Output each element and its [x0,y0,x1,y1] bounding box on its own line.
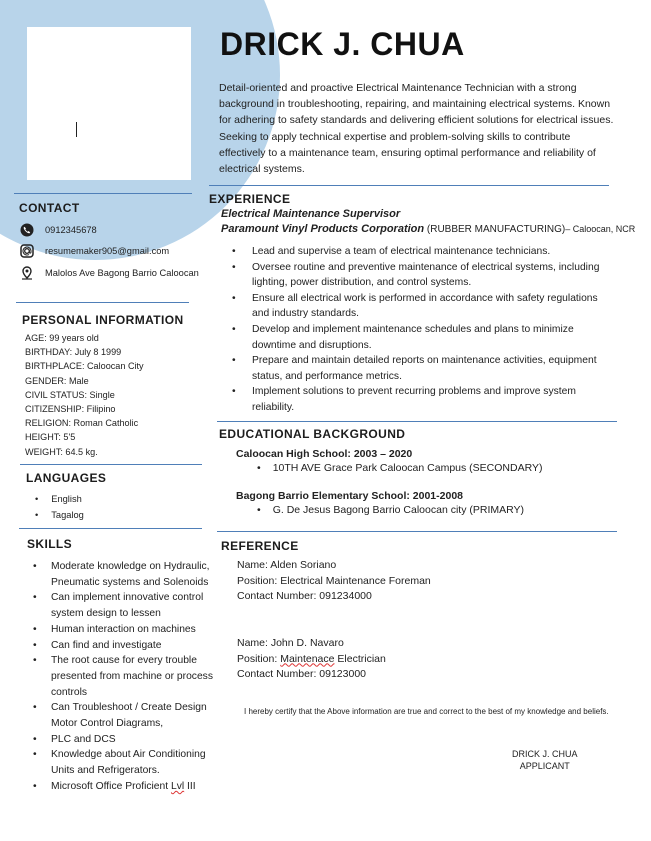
reference-position: Position: Electrical Maintenance Foreman [237,574,431,587]
contact-heading: CONTACT [19,201,80,215]
profile-summary: Detail-oriented and proactive Electrical Maintenance Technician with a strong background in troubleshooting, repairing, and maintaining electrical systems. Known for adhering to safety standards and delivering efficient solutions for electrical issues. Seeking to apply technical expertise and problem-solving skills to contribute effectively to a maintenance team, ensuring optimal performance and reliability of electrical systems. [219,82,614,176]
school-name: Bagong Barrio Elementary School: 2001-2008 [236,490,463,502]
contact-email-text: resumemaker905@gmail.com [45,246,170,256]
education-divider [217,421,617,422]
language-item: • Tagalog [35,508,84,524]
company-line [221,223,635,235]
skill-item: • Can find and investigate [33,638,213,654]
job-title: Electrical Maintenance Supervisor [221,208,401,220]
phone-icon [20,223,34,237]
school-detail: • G. De Jesus Bagong Barrio Caloocan city (PRIMARY) [257,504,524,516]
reference-position-suffix: Electrician [334,652,386,665]
skills-list [33,559,213,795]
skill-item: • Can implement innovative control system design to lessen [33,590,213,621]
company-industry: (RUBBER MANUFACTURING) [424,224,566,235]
reference-position [237,652,477,668]
personal-info-item: WEIGHT: 64.5 kg. [25,446,98,457]
contact-phone-text: 0912345678 [45,225,97,235]
duty-item: • Implement solutions to prevent recurring problems and improve system reliability. [232,384,612,415]
reference-entry [237,558,437,605]
reference-divider [217,531,617,532]
signature-role: APPLICANT [519,761,570,771]
duty-item: • Develop and implement maintenance schedules and plans to minimize downtime and disruptions. [232,322,612,353]
summary-divider [209,185,609,186]
skill-office-level: Lvl [170,780,185,792]
applicant-name: DRICK J. CHUA [220,26,465,62]
personal-divider [16,302,189,303]
education-heading: EDUCATIONAL BACKGROUND [219,427,406,441]
school-detail: • 10TH AVE Grace Park Caloocan Campus (SECONDARY) [257,462,542,474]
language-item: • English [35,492,84,508]
company-name: Paramount Vinyl Products Corporation [221,223,425,235]
languages-heading: LANGUAGES [26,471,107,485]
reference-contact: Contact Number: 09123000 [237,668,366,681]
school-name: Caloocan High School: 2003 – 2020 [236,448,413,460]
duty-item: • Oversee routine and preventive maintenance of electrical systems, including lighting, power distribution, and control systems. [232,260,612,291]
contact-email [20,244,169,258]
signature-name: DRICK J. CHUA [512,749,578,759]
personal-info-item: CITIZENSHIP: Filipino [25,404,116,415]
skill-item: • PLC and DCS [33,732,213,748]
contact-address-text: Malolos Ave Bagong Barrio Caloocan [45,268,199,278]
certification-statement: I hereby certify that the Above information are true and correct to the best of my knowledge and beliefs. [244,707,609,716]
signature-block [512,748,578,772]
skill-office-level-suffix: III [184,780,196,792]
languages-list [35,492,84,523]
personal-info-list [25,331,144,459]
duty-item: • Ensure all electrical work is performed in accordance with safety regulations and industry standards. [232,291,612,322]
skill-item: • Knowledge about Air Conditioning Units and Refrigerators. [33,747,213,778]
reference-heading: REFERENCE [221,539,299,553]
reference-name: Name: Alden Soriano [237,559,337,571]
text-cursor [76,122,77,137]
reference-position-word: Maintenace [280,652,335,665]
contact-address [20,266,199,280]
profile-photo-placeholder [27,27,191,180]
contact-divider [14,193,192,194]
reference-name: Name: John D. Navaro [237,637,344,649]
personal-info-item: HEIGHT: 5'5 [25,432,76,443]
skill-item: • The root cause for every trouble presented from machine or process controls [33,653,213,700]
reference-entry [237,636,477,683]
duty-item: • Lead and supervise a team of electrical maintenance technicians. [232,244,612,260]
skill-item: • Can Troubleshoot / Create Design Motor Control Diagrams, [33,700,213,731]
reference-contact: Contact Number: 091234000 [237,590,372,603]
personal-info-item: RELIGION: Roman Catholic [25,418,139,429]
skills-divider [19,528,202,529]
job-duties-list [232,244,612,416]
duty-item: • Prepare and maintain detailed reports on maintenance activities, equipment status, and performance metrics. [232,353,612,384]
email-icon [20,244,34,258]
personal-info-item: CIVIL STATUS: Single [25,389,115,400]
skill-office-text: Microsoft Office Proficient [51,780,171,792]
skill-item: • Moderate knowledge on Hydraulic, Pneumatic systems and Solenoids [33,559,213,590]
skill-item-office [33,779,213,795]
personal-info-item: AGE: 99 years old [25,333,99,343]
personal-info-item: GENDER: Male [25,375,89,386]
languages-divider [20,464,202,465]
reference-position-prefix: Position: [237,652,281,665]
contact-phone [20,223,97,237]
personal-info-heading: PERSONAL INFORMATION [22,313,184,327]
experience-heading: EXPERIENCE [209,192,291,206]
skill-item: • Human interaction on machines [33,622,213,638]
personal-info-item: BIRTHPLACE: Caloocan City [25,361,144,372]
personal-info-item: BIRTHDAY: July 8 1999 [25,347,122,358]
skills-heading: SKILLS [27,537,73,551]
company-location: – Caloocan, NCR [565,224,636,234]
location-pin-icon [20,266,34,280]
